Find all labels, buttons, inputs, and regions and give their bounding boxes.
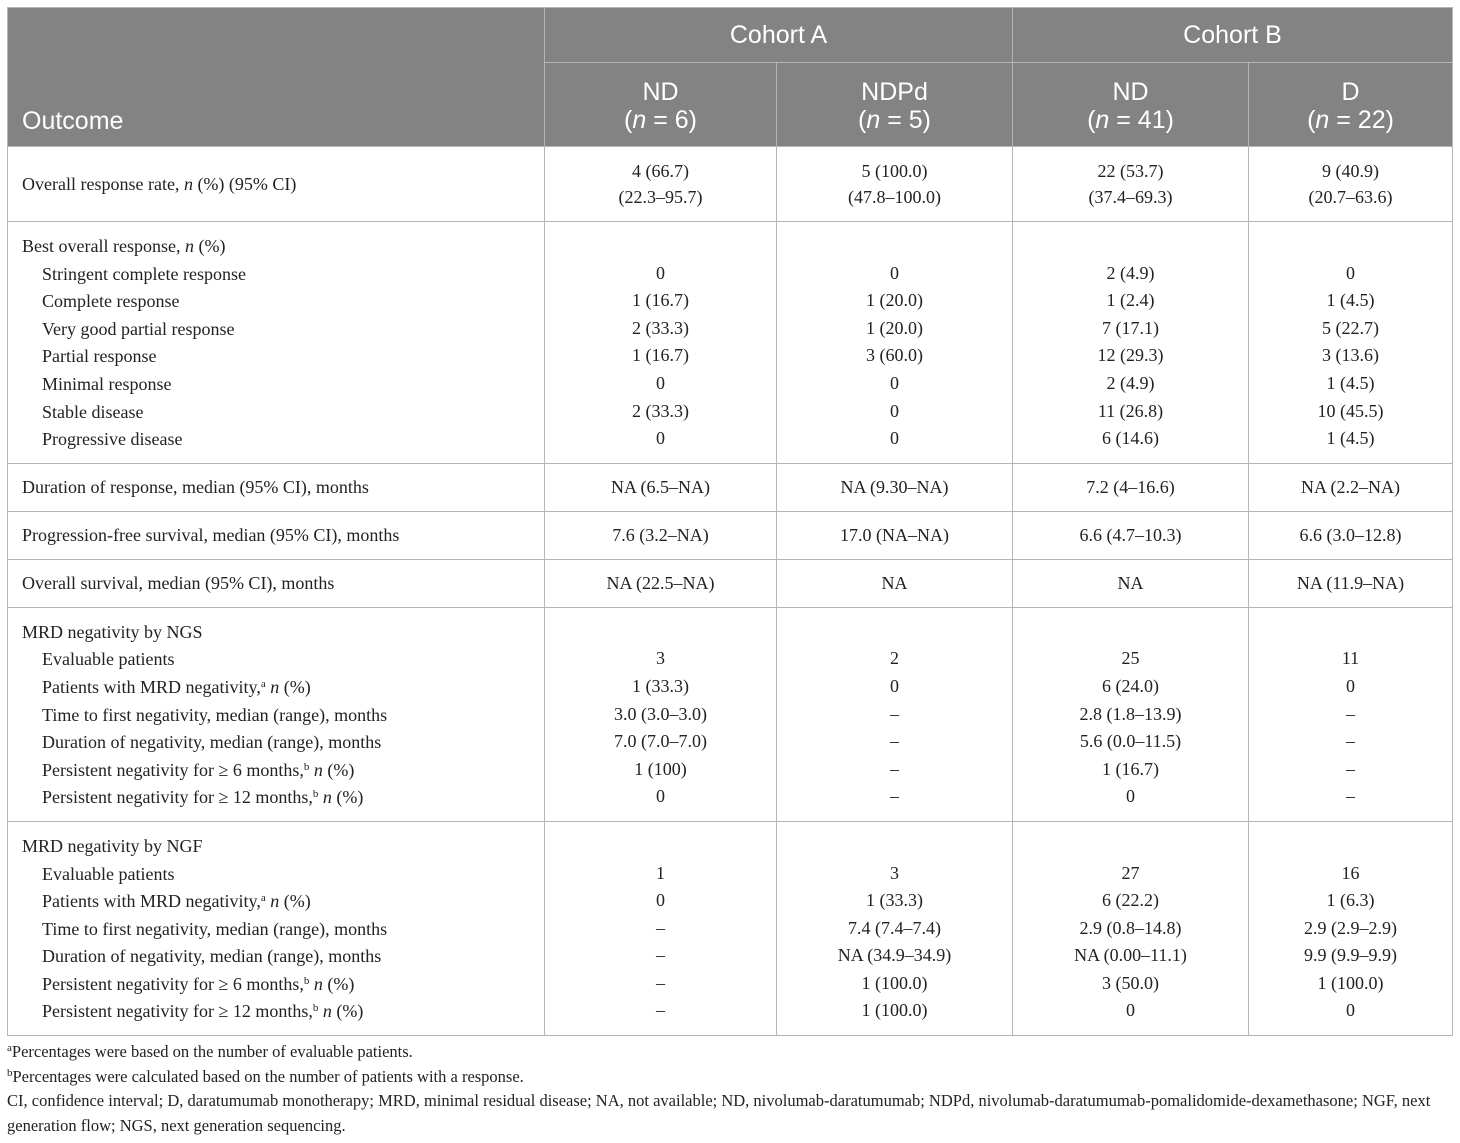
table-cell: NA (2.2–NA) [1249,463,1453,511]
footnote-a: $^a$Percentages were based on the number of evaluable patients. [7,1042,413,1061]
table-cell-group: 0 1 (16.7) 2 (33.3) 1 (16.7) 0 2 (33.3) 0 [545,222,777,464]
sub-row-label: Time to first negativity, median (range), months [42,918,388,939]
sub-row-label: Very good partial response [42,318,235,339]
table-cell-group: 3 1 (33.3) 3.0 (3.0–3.0) 7.0 (7.0–7.0) 1 (100) 0 [545,607,777,821]
sub-row-label: Evaluable patients [42,863,175,884]
table-cell-group: 16 1 (6.3) 2.9 (2.9–2.9) 9.9 (9.9–9.9) 1 (100.0) 0 [1249,821,1453,1035]
table-cell-group: 27 6 (22.2) 2.9 (0.8–14.8) NA (0.00–11.1) 3 (50.0) 0 [1013,821,1249,1035]
table-footnotes [7,1040,1452,1138]
table-cell: 5 (100.0) (47.8–100.0) [777,147,1013,222]
sub-row-label: Progressive disease [42,429,183,450]
row-label-group [8,607,545,821]
table-cell-group: 3 1 (33.3) 7.4 (7.4–7.4) NA (34.9–34.9) 1 (100.0) 1 (100.0) [777,821,1013,1035]
sub-row-label: Complete response [42,291,180,312]
group-title: MRD negativity by NGS [22,621,203,642]
sub-row-label: Persistent negativity for ≥ 6 months,$^b$ n (%) [42,973,355,994]
sub-row-label: Stable disease [42,401,144,422]
sub-row-label: Evaluable patients [42,649,175,670]
table-row-progression-free-survival [8,511,1453,559]
row-label: Duration of response, median (95% CI), months [8,463,545,511]
sub-row-label: Duration of negativity, median (range), months [42,732,382,753]
row-label-group [8,821,545,1035]
sub-row-label: Persistent negativity for ≥ 6 months,$^b$ n (%) [42,759,355,780]
table-cell: NA (9.30–NA) [777,463,1013,511]
sub-row-label: Persistent negativity for ≥ 12 months,$^b$ n (%) [42,787,364,808]
table-cell-group: 1 0 – – – – [545,821,777,1035]
table-cell-group: 2 (4.9) 1 (2.4) 7 (17.1) 12 (29.3) 2 (4.9) 11 (26.8) 6 (14.6) [1013,222,1249,464]
table-cell: 6.6 (4.7–10.3) [1013,511,1249,559]
footnote-abbreviations: CI, confidence interval; D, daratumumab monotherapy; MRD, minimal residual disease; NA, not available; ND, nivolumab-daratumumab; NDPd, nivolumab-daratumumab-pomalidomide-dexamethasone; NGF, next generation flow; NGS, next generation sequencing. [7,1091,1431,1135]
sub-row-label: Partial response [42,346,157,367]
sub-row-label: Stringent complete response [42,263,246,284]
outcome-column-header: Outcome [8,8,545,147]
arm-header-cohort-a-nd: ND (n = 6) [545,63,777,147]
outcomes-table [7,7,1453,1036]
group-title: MRD negativity by NGF [22,835,203,856]
footnote-b: $^b$Percentages were calculated based on the number of patients with a response. [7,1066,524,1086]
row-label: Overall response rate, n (%) (95% CI) [8,147,545,222]
sub-row-label: Patients with MRD negativity,$^a$ n (%) [42,676,311,697]
table-cell: NA (22.5–NA) [545,559,777,607]
sub-row-label: Time to first negativity, median (range), months [42,704,388,725]
sub-row-label: Minimal response [42,373,172,394]
table-cell: 4 (66.7) (22.3–95.7) [545,147,777,222]
cohort-b-header: Cohort B [1013,8,1453,63]
table-cell: 7.2 (4–16.6) [1013,463,1249,511]
table-cell-group: 11 0 – – – – [1249,607,1453,821]
table-header [8,8,1453,147]
table-cell: 22 (53.7) (37.4–69.3) [1013,147,1249,222]
table-cell: NA [777,559,1013,607]
table-row-best-overall-response [8,222,1453,464]
arm-header-cohort-b-d: D (n = 22) [1249,63,1453,147]
row-label-group [8,222,545,464]
table-cell-group: 25 6 (24.0) 2.8 (1.8–13.9) 5.6 (0.0–11.5) 1 (16.7) 0 [1013,607,1249,821]
group-title: Best overall response, n (%) [22,236,226,256]
table-cell: NA (11.9–NA) [1249,559,1453,607]
table-row-mrd-ngf [8,821,1453,1035]
sub-row-label: Persistent negativity for ≥ 12 months,$^b$ n (%) [42,1001,364,1022]
table-cell: NA [1013,559,1249,607]
arm-header-cohort-a-ndpd: NDPd (n = 5) [777,63,1013,147]
table-cell-group: 2 0 – – – – [777,607,1013,821]
table-row-overall-survival [8,559,1453,607]
sub-row-label: Duration of negativity, median (range), months [42,946,382,967]
table-cell: 6.6 (3.0–12.8) [1249,511,1453,559]
table-row-overall-response-rate [8,147,1453,222]
table-row-duration-of-response [8,463,1453,511]
row-label: Overall survival, median (95% CI), months [8,559,545,607]
table-cell: 9 (40.9) (20.7–63.6) [1249,147,1453,222]
table-cell: 17.0 (NA–NA) [777,511,1013,559]
table-cell-group: 0 1 (20.0) 1 (20.0) 3 (60.0) 0 0 0 [777,222,1013,464]
table-cell: 7.6 (3.2–NA) [545,511,777,559]
sub-row-label: Patients with MRD negativity,$^a$ n (%) [42,891,311,912]
table-cell: NA (6.5–NA) [545,463,777,511]
cohort-a-header: Cohort A [545,8,1013,63]
table-cell-group: 0 1 (4.5) 5 (22.7) 3 (13.6) 1 (4.5) 10 (45.5) 1 (4.5) [1249,222,1453,464]
table-row-mrd-ngs [8,607,1453,821]
arm-header-cohort-b-nd: ND (n = 41) [1013,63,1249,147]
row-label: Progression-free survival, median (95% CI), months [8,511,545,559]
